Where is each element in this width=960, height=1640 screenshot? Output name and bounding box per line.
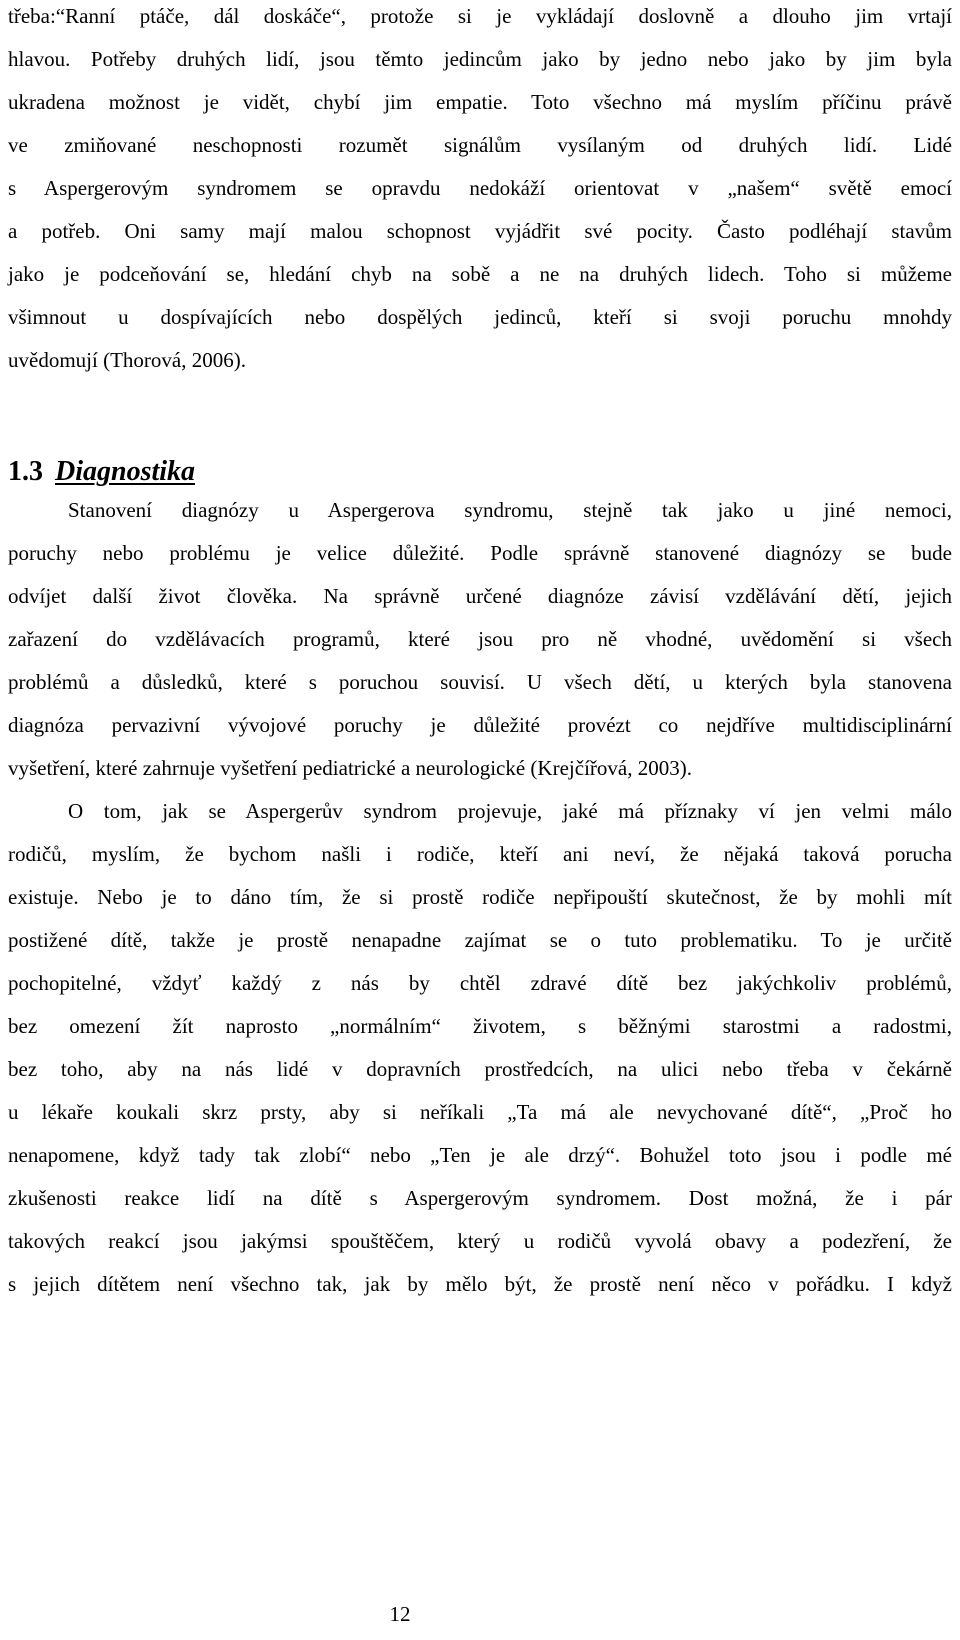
section-heading xyxy=(8,455,195,489)
text-line: s jejich dítětem není všechno tak, jak by mělo být, že prostě není něco v pořádku. I když xyxy=(8,1272,952,1296)
text-line: ukradena možnost je vidět, chybí jim empatie. Toto všechno má myslím příčinu právě xyxy=(8,90,952,114)
text-line: diagnóza pervazivní vývojové poruchy je důležité provézt co nejdříve multidisciplinární xyxy=(8,713,952,737)
text-line: rodičů, myslím, že bychom našli i rodiče, kteří ani neví, že nějaká taková porucha xyxy=(8,842,952,866)
text-line: nenapomene, když tady tak zlobí“ nebo „Ten je ale drzý“. Bohužel toto jsou i podle mé xyxy=(8,1143,952,1167)
text-line: bez toho, aby na nás lidé v dopravních prostředcích, na ulici nebo třeba v čekárně xyxy=(8,1057,952,1081)
text-line: existuje. Nebo je to dáno tím, že si prostě rodiče nepřipouští skutečnost, že by mohli mít xyxy=(8,885,952,909)
text-line: všimnout u dospívajících nebo dospělých jedinců, kteří si svoji poruchu mnohdy xyxy=(8,305,952,329)
text-line: u lékaře koukali skrz prsty, aby si neříkali „Ta má ale nevychované dítě“, „Proč ho xyxy=(8,1100,952,1124)
text-line: a potřeb. Oni samy mají malou schopnost vyjádřit své pocity. Často podléhají stavům xyxy=(8,219,952,243)
text-line: postižené dítě, takže je prostě nenapadne zajímat se o tuto problematiku. To je určitě xyxy=(8,928,952,952)
text-line: hlavou. Potřeby druhých lidí, jsou těmto jedincům jako by jedno nebo jako by jim byla xyxy=(8,47,952,71)
text-line: s Aspergerovým syndromem se opravdu nedokáží orientovat v „našem“ světě emocí xyxy=(8,176,952,200)
text-line: problémů a důsledků, které s poruchou souvisí. U všech dětí, u kterých byla stanovena xyxy=(8,670,952,694)
section-number: 1.3 xyxy=(8,456,43,487)
text-line: ve zmiňované neschopnosti rozumět signálům vysílaným od druhých lidí. Lidé xyxy=(8,133,952,157)
text-line: Stanovení diagnózy u Aspergerova syndromu, stejně tak jako u jiné nemoci, xyxy=(68,498,952,522)
text-line: O tom, jak se Aspergerův syndrom projevuje, jaké má příznaky ví jen velmi málo xyxy=(68,799,952,823)
text-line: zkušenosti reakce lidí na dítě s Aspergerovým syndromem. Dost možná, že i pár xyxy=(8,1186,952,1210)
text-line: vyšetření, které zahrnuje vyšetření pediatrické a neurologické (Krejčířová, 2003). xyxy=(8,756,692,780)
page-number: 12 xyxy=(389,1602,411,1626)
section-title: Diagnostika xyxy=(55,456,196,487)
text-line: třeba:“Ranní ptáče, dál doskáče“, protože si je vykládají doslovně a dlouho jim vrtají xyxy=(8,4,952,28)
text-line: pochopitelné, vždyť každý z nás by chtěl zdravé dítě bez jakýchkoliv problémů, xyxy=(8,971,952,995)
text-line: takových reakcí jsou jakýmsi spouštěčem, který u rodičů vyvolá obavy a podezření, že xyxy=(8,1229,952,1253)
text-line: zařazení do vzdělávacích programů, které jsou pro ně vhodné, uvědomění si všech xyxy=(8,627,952,651)
text-line: jako je podceňování se, hledání chyb na sobě a ne na druhých lidech. Toho si můžeme xyxy=(8,262,952,286)
text-line: bez omezení žít naprosto „normálním“ životem, s běžnými starostmi a radostmi, xyxy=(8,1014,952,1038)
text-line: poruchy nebo problému je velice důležité. Podle správně stanovené diagnózy se bude xyxy=(8,541,952,565)
text-line: uvědomují (Thorová, 2006). xyxy=(8,348,246,372)
text-line: odvíjet další život člověka. Na správně určené diagnóze závisí vzdělávání dětí, jejich xyxy=(8,584,952,608)
